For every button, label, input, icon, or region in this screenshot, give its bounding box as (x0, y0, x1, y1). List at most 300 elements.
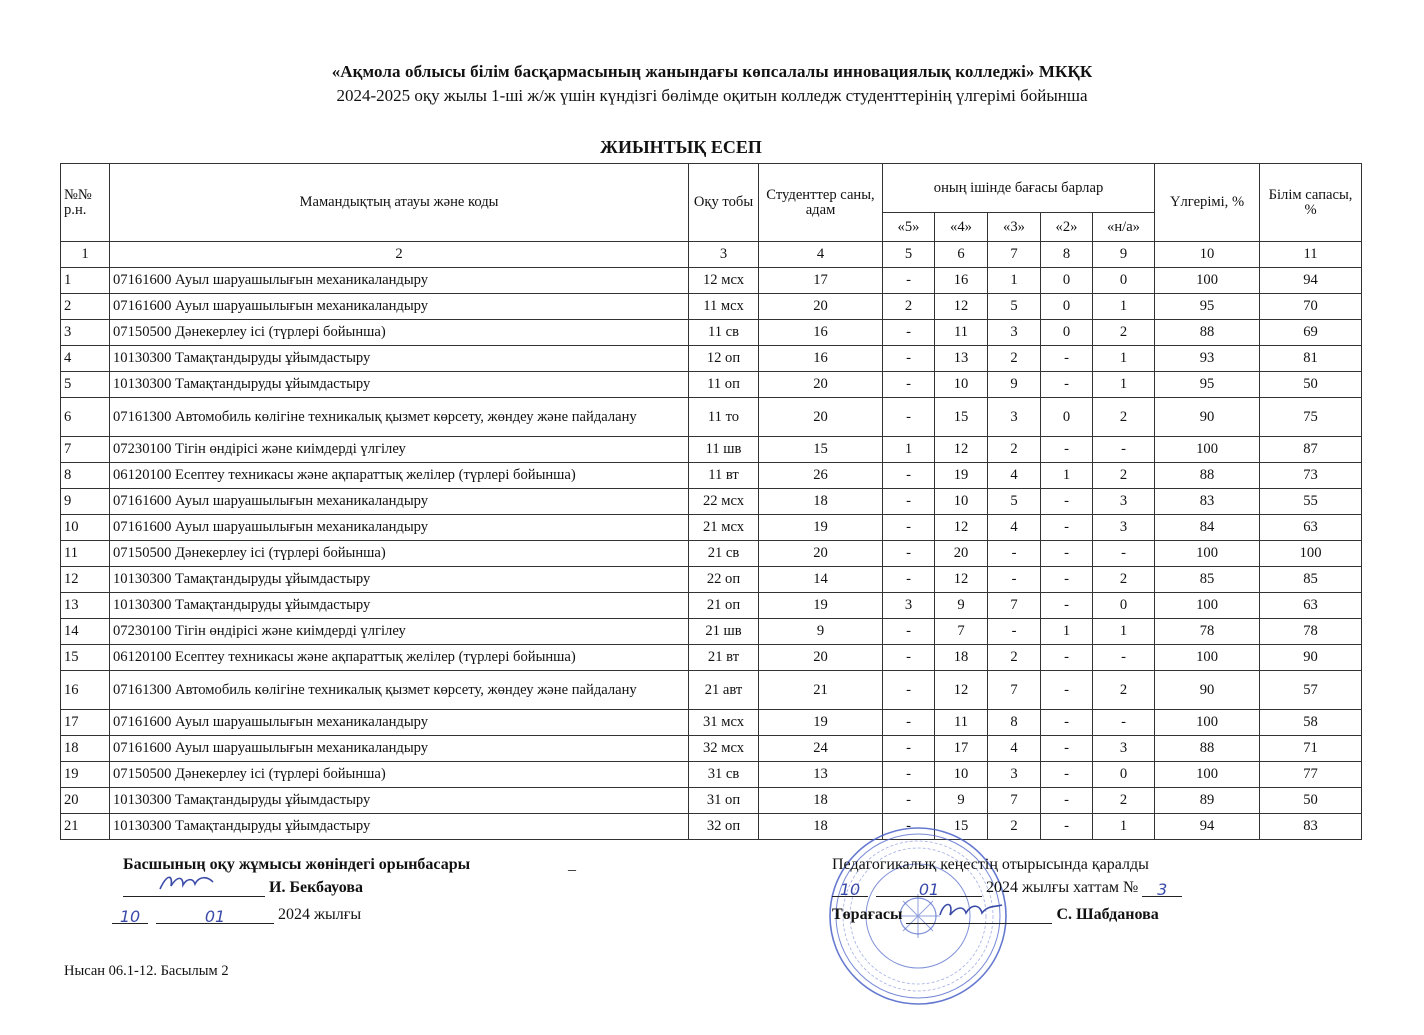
progress-percent: 100 (1155, 645, 1260, 671)
column-number: 1 (61, 242, 110, 268)
column-number: 3 (689, 242, 759, 268)
specialty-name: 07161300 Автомобиль көлігіне техникалық қызмет көрсету, жөндеу және пайдалану (110, 671, 689, 710)
row-number: 1 (61, 268, 110, 294)
progress-percent: 90 (1155, 671, 1260, 710)
grade-5-count: - (883, 619, 935, 645)
table-row (61, 346, 1362, 372)
study-group: 11 вт (689, 463, 759, 489)
grade-na-count: - (1093, 437, 1155, 463)
progress-percent: 88 (1155, 320, 1260, 346)
table-row (61, 268, 1362, 294)
quality-percent: 83 (1260, 814, 1362, 840)
table-row (61, 593, 1362, 619)
grade-na-count: - (1093, 541, 1155, 567)
grade-2-count: 0 (1041, 268, 1093, 294)
grade-4-count: 12 (935, 294, 988, 320)
specialty-name: 07161600 Ауыл шаруашылығын механикаландыру (110, 294, 689, 320)
progress-percent: 88 (1155, 463, 1260, 489)
progress-percent: 95 (1155, 372, 1260, 398)
row-number: 16 (61, 671, 110, 710)
grade-4-count: 10 (935, 372, 988, 398)
progress-percent: 100 (1155, 268, 1260, 294)
col-header-specialty: Мамандықтың атауы және коды (110, 164, 689, 242)
study-group: 11 св (689, 320, 759, 346)
grade-2-count: - (1041, 671, 1093, 710)
deputy-date-year: 2024 жылғы (278, 906, 362, 923)
grade-5-count: - (883, 710, 935, 736)
quality-percent: 90 (1260, 645, 1362, 671)
deputy-signature-line (123, 879, 363, 897)
table-row (61, 710, 1362, 736)
grade-na-count: 3 (1093, 489, 1155, 515)
study-group: 11 то (689, 398, 759, 437)
progress-percent: 95 (1155, 294, 1260, 320)
grade-3-count: 4 (988, 515, 1041, 541)
student-count: 26 (759, 463, 883, 489)
grade-4-count: 19 (935, 463, 988, 489)
student-count: 20 (759, 541, 883, 567)
grade-3-count: 1 (988, 268, 1041, 294)
grade-4-count: 11 (935, 320, 988, 346)
table-row (61, 762, 1362, 788)
grade-2-count: - (1041, 710, 1093, 736)
grade-na-count: 0 (1093, 762, 1155, 788)
student-count: 16 (759, 346, 883, 372)
specialty-name: 07161600 Ауыл шаруашылығын механикаландыру (110, 268, 689, 294)
table-row (61, 671, 1362, 710)
grade-na-count: - (1093, 645, 1155, 671)
row-number: 15 (61, 645, 110, 671)
grade-2-count: - (1041, 541, 1093, 567)
grade-2-count: - (1041, 762, 1093, 788)
study-group: 22 оп (689, 567, 759, 593)
row-number: 5 (61, 372, 110, 398)
progress-percent: 100 (1155, 593, 1260, 619)
grade-2-count: - (1041, 736, 1093, 762)
grade-5-count: - (883, 268, 935, 294)
quality-percent: 58 (1260, 710, 1362, 736)
quality-percent: 81 (1260, 346, 1362, 372)
grade-4-count: 12 (935, 567, 988, 593)
grade-na-count: 1 (1093, 346, 1155, 372)
grade-5-count: - (883, 489, 935, 515)
column-number: 8 (1041, 242, 1093, 268)
grade-5-count: - (883, 814, 935, 840)
study-group: 11 оп (689, 372, 759, 398)
grade-4-count: 15 (935, 814, 988, 840)
progress-percent: 90 (1155, 398, 1260, 437)
deputy-date-day: 10 (119, 907, 141, 926)
table-row (61, 398, 1362, 437)
student-count: 16 (759, 320, 883, 346)
council-protocol-no: 3 (1157, 880, 1168, 899)
grade-5-count: 3 (883, 593, 935, 619)
student-count: 13 (759, 762, 883, 788)
row-number: 4 (61, 346, 110, 372)
grade-2-count: - (1041, 489, 1093, 515)
study-group: 21 мсх (689, 515, 759, 541)
quality-percent: 71 (1260, 736, 1362, 762)
specialty-name: 10130300 Тамақтандыруды ұйымдастыру (110, 346, 689, 372)
grade-3-count: 3 (988, 398, 1041, 437)
specialty-name: 10130300 Тамақтандыруды ұйымдастыру (110, 788, 689, 814)
grade-3-count: 2 (988, 814, 1041, 840)
study-group: 22 мсх (689, 489, 759, 515)
grade-3-count: 4 (988, 463, 1041, 489)
grade-5-count: - (883, 346, 935, 372)
grade-2-count: 0 (1041, 294, 1093, 320)
grade-3-count: 8 (988, 710, 1041, 736)
grade-2-count: - (1041, 645, 1093, 671)
progress-percent: 83 (1155, 489, 1260, 515)
row-number: 6 (61, 398, 110, 437)
grade-3-count: - (988, 567, 1041, 593)
specialty-name: 07161600 Ауыл шаруашылығын механикаландыру (110, 515, 689, 541)
specialty-name: 07230100 Тігін өндірісі және киімдерді үлгілеу (110, 619, 689, 645)
specialty-name: 10130300 Тамақтандыруды ұйымдастыру (110, 567, 689, 593)
quality-percent: 63 (1260, 515, 1362, 541)
column-number: 4 (759, 242, 883, 268)
progress-percent: 84 (1155, 515, 1260, 541)
grade-na-count: 1 (1093, 619, 1155, 645)
col-header-progress: Үлгерімі, % (1155, 164, 1260, 242)
deputy-dash: _ (568, 856, 576, 873)
progress-percent: 85 (1155, 567, 1260, 593)
specialty-name: 07161300 Автомобиль көлігіне техникалық қызмет көрсету, жөндеу және пайдалану (110, 398, 689, 437)
grade-3-count: 5 (988, 489, 1041, 515)
column-number: 9 (1093, 242, 1155, 268)
row-number: 9 (61, 489, 110, 515)
grade-na-count: 3 (1093, 515, 1155, 541)
quality-percent: 57 (1260, 671, 1362, 710)
grade-2-count: - (1041, 567, 1093, 593)
grade-4-count: 17 (935, 736, 988, 762)
grade-3-count: 2 (988, 437, 1041, 463)
row-number: 18 (61, 736, 110, 762)
grade-na-count: 2 (1093, 398, 1155, 437)
row-number: 21 (61, 814, 110, 840)
progress-percent: 94 (1155, 814, 1260, 840)
grade-na-count: 1 (1093, 372, 1155, 398)
grade-3-count: - (988, 541, 1041, 567)
grade-5-count: - (883, 463, 935, 489)
study-group: 21 авт (689, 671, 759, 710)
row-number: 3 (61, 320, 110, 346)
grade-2-count: - (1041, 437, 1093, 463)
table-row (61, 567, 1362, 593)
study-group: 12 оп (689, 346, 759, 372)
grade-5-count: - (883, 645, 935, 671)
column-number: 2 (110, 242, 689, 268)
specialty-name: 07230100 Тігін өндірісі және киімдерді үлгілеу (110, 437, 689, 463)
council-title: Педагогикалық кеңестің отырысында қаралды (832, 856, 1149, 873)
progress-percent: 78 (1155, 619, 1260, 645)
grade-2-count: - (1041, 593, 1093, 619)
row-number: 7 (61, 437, 110, 463)
col-header-group: Оқу тобы (689, 164, 759, 242)
chair-signature (906, 907, 1052, 924)
grade-2-count: - (1041, 515, 1093, 541)
grade-4-count: 13 (935, 346, 988, 372)
grade-4-count: 12 (935, 515, 988, 541)
quality-percent: 70 (1260, 294, 1362, 320)
grade-5-count: - (883, 762, 935, 788)
col-header-grade-4: «4» (935, 213, 988, 242)
progress-percent: 100 (1155, 437, 1260, 463)
quality-percent: 55 (1260, 489, 1362, 515)
row-number: 20 (61, 788, 110, 814)
report-title: ЖИЫНТЫҚ ЕСЕП (600, 137, 762, 157)
report-subtitle: 2024-2025 оқу жылы 1-ші ж/ж үшін күндізгі бөлімде оқитын колледж студенттерінің үлгерімі бойынша (336, 86, 1088, 105)
student-count: 19 (759, 593, 883, 619)
grade-3-count: 7 (988, 671, 1041, 710)
col-header-quality: Білім сапасы, % (1260, 164, 1362, 242)
student-count: 21 (759, 671, 883, 710)
grade-5-count: - (883, 320, 935, 346)
table-body (61, 268, 1362, 840)
specialty-name: 07150500 Дәнекерлеу ісі (түрлері бойынша) (110, 320, 689, 346)
student-count: 24 (759, 736, 883, 762)
grade-3-count: 3 (988, 762, 1041, 788)
grade-2-count: 0 (1041, 398, 1093, 437)
table-row (61, 294, 1362, 320)
progress-percent: 100 (1155, 541, 1260, 567)
deputy-title: Басшының оқу жұмысы жөніндегі орынбасары (123, 856, 471, 873)
form-code: Нысан 06.1-12. Басылым 2 (64, 963, 229, 979)
grade-na-count: 3 (1093, 736, 1155, 762)
table-row (61, 541, 1362, 567)
quality-percent: 87 (1260, 437, 1362, 463)
study-group: 21 оп (689, 593, 759, 619)
row-number: 2 (61, 294, 110, 320)
row-number: 8 (61, 463, 110, 489)
row-number: 12 (61, 567, 110, 593)
col-header-grade-na: «н/а» (1093, 213, 1155, 242)
table-row (61, 515, 1362, 541)
study-group: 31 мсх (689, 710, 759, 736)
chair-name: С. Шабданова (1056, 906, 1159, 923)
quality-percent: 85 (1260, 567, 1362, 593)
grade-2-count: 1 (1041, 463, 1093, 489)
specialty-name: 10130300 Тамақтандыруды ұйымдастыру (110, 372, 689, 398)
grade-4-count: 10 (935, 762, 988, 788)
student-count: 9 (759, 619, 883, 645)
grade-3-count: 3 (988, 320, 1041, 346)
student-count: 20 (759, 645, 883, 671)
study-group: 31 оп (689, 788, 759, 814)
specialty-name: 07161600 Ауыл шаруашылығын механикаландыру (110, 736, 689, 762)
student-count: 18 (759, 489, 883, 515)
study-group: 11 шв (689, 437, 759, 463)
progress-percent: 93 (1155, 346, 1260, 372)
table-row (61, 437, 1362, 463)
study-group: 21 вт (689, 645, 759, 671)
column-number: 5 (883, 242, 935, 268)
study-group: 31 св (689, 762, 759, 788)
grade-2-count: - (1041, 346, 1093, 372)
grade-na-count: 2 (1093, 463, 1155, 489)
progress-percent: 100 (1155, 710, 1260, 736)
col-header-students: Студенттер саны, адам (759, 164, 883, 242)
table-row (61, 320, 1362, 346)
deputy-name: И. Бекбауова (269, 879, 363, 896)
chair-line (832, 906, 1159, 924)
col-header-grade-2: «2» (1041, 213, 1093, 242)
table-row (61, 736, 1362, 762)
row-number: 11 (61, 541, 110, 567)
grade-3-count: 2 (988, 645, 1041, 671)
student-count: 18 (759, 814, 883, 840)
deputy-signature-scribble (157, 872, 217, 894)
grade-na-count: 0 (1093, 268, 1155, 294)
grade-5-count: 1 (883, 437, 935, 463)
study-group: 32 мсх (689, 736, 759, 762)
row-number: 10 (61, 515, 110, 541)
deputy-date-month: 01 (204, 907, 226, 926)
student-count: 20 (759, 372, 883, 398)
college-name: «Ақмола облысы білім басқармасының жанындағы көпсалалы инновациялық колледжі» МКҚК (331, 62, 1093, 81)
grade-4-count: 9 (935, 788, 988, 814)
grade-3-count: 7 (988, 593, 1041, 619)
grade-na-count: 2 (1093, 788, 1155, 814)
table-row (61, 489, 1362, 515)
column-number: 11 (1260, 242, 1362, 268)
student-count: 19 (759, 710, 883, 736)
student-count: 15 (759, 437, 883, 463)
specialty-name: 06120100 Есептеу техникасы және ақпараттық желілер (түрлері бойынша) (110, 645, 689, 671)
specialty-name: 10130300 Тамақтандыруды ұйымдастыру (110, 814, 689, 840)
row-number: 13 (61, 593, 110, 619)
grade-4-count: 15 (935, 398, 988, 437)
table-row (61, 619, 1362, 645)
chair-label: Төрағасы (832, 906, 903, 923)
student-count: 20 (759, 294, 883, 320)
grade-na-count: 0 (1093, 593, 1155, 619)
specialty-name: 10130300 Тамақтандыруды ұйымдастыру (110, 593, 689, 619)
column-number: 10 (1155, 242, 1260, 268)
grade-2-count: - (1041, 788, 1093, 814)
grade-5-count: 2 (883, 294, 935, 320)
grade-4-count: 10 (935, 489, 988, 515)
specialty-name: 07161600 Ауыл шаруашылығын механикаландыру (110, 710, 689, 736)
column-number-row (61, 242, 1362, 268)
council-date-day: 10 (839, 880, 861, 899)
quality-percent: 69 (1260, 320, 1362, 346)
grade-4-count: 7 (935, 619, 988, 645)
grade-2-count: 0 (1041, 320, 1093, 346)
student-count: 17 (759, 268, 883, 294)
grade-na-count: - (1093, 710, 1155, 736)
grade-4-count: 16 (935, 268, 988, 294)
grade-3-count: 7 (988, 788, 1041, 814)
grade-5-count: - (883, 541, 935, 567)
grade-5-count: - (883, 736, 935, 762)
quality-percent: 75 (1260, 398, 1362, 437)
col-header-grade-3: «3» (988, 213, 1041, 242)
grade-3-count: 4 (988, 736, 1041, 762)
grade-na-count: 1 (1093, 294, 1155, 320)
specialty-name: 06120100 Есептеу техникасы және ақпараттық желілер (түрлері бойынша) (110, 463, 689, 489)
grade-5-count: - (883, 515, 935, 541)
grade-4-count: 12 (935, 671, 988, 710)
quality-percent: 50 (1260, 788, 1362, 814)
council-date (832, 879, 1182, 897)
study-group: 21 шв (689, 619, 759, 645)
table-row (61, 645, 1362, 671)
grade-4-count: 11 (935, 710, 988, 736)
quality-percent: 94 (1260, 268, 1362, 294)
grade-na-count: 2 (1093, 320, 1155, 346)
chair-signature-scribble (936, 899, 1006, 923)
grade-na-count: 1 (1093, 814, 1155, 840)
study-group: 21 св (689, 541, 759, 567)
grade-3-count: 2 (988, 346, 1041, 372)
specialty-name: 07161600 Ауыл шаруашылығын механикаландыру (110, 489, 689, 515)
council-date-month: 01 (918, 880, 940, 899)
grade-2-count: - (1041, 372, 1093, 398)
study-group: 32 оп (689, 814, 759, 840)
grade-5-count: - (883, 671, 935, 710)
grade-2-count: - (1041, 814, 1093, 840)
table-row (61, 788, 1362, 814)
table-row (61, 814, 1362, 840)
grade-na-count: 2 (1093, 671, 1155, 710)
student-count: 18 (759, 788, 883, 814)
specialty-name: 07150500 Дәнекерлеу ісі (түрлері бойынша) (110, 541, 689, 567)
grade-5-count: - (883, 398, 935, 437)
grade-3-count: 9 (988, 372, 1041, 398)
student-count: 19 (759, 515, 883, 541)
progress-percent: 88 (1155, 736, 1260, 762)
quality-percent: 78 (1260, 619, 1362, 645)
grade-5-count: - (883, 567, 935, 593)
row-number: 14 (61, 619, 110, 645)
specialty-name: 07150500 Дәнекерлеу ісі (түрлері бойынша) (110, 762, 689, 788)
summary-table (60, 163, 1362, 840)
grade-3-count: 5 (988, 294, 1041, 320)
row-number: 19 (61, 762, 110, 788)
grade-4-count: 18 (935, 645, 988, 671)
table-row (61, 372, 1362, 398)
quality-percent: 100 (1260, 541, 1362, 567)
grade-4-count: 12 (935, 437, 988, 463)
grade-5-count: - (883, 372, 935, 398)
grade-5-count: - (883, 788, 935, 814)
grade-2-count: 1 (1041, 619, 1093, 645)
student-count: 14 (759, 567, 883, 593)
col-header-no: №№ р.н. (61, 164, 110, 242)
deputy-date (112, 906, 361, 924)
progress-percent: 100 (1155, 762, 1260, 788)
grade-3-count: - (988, 619, 1041, 645)
progress-percent: 89 (1155, 788, 1260, 814)
grade-na-count: 2 (1093, 567, 1155, 593)
deputy-signature (123, 880, 265, 897)
student-count: 20 (759, 398, 883, 437)
study-group: 12 мсх (689, 268, 759, 294)
grade-4-count: 9 (935, 593, 988, 619)
col-header-grade-5: «5» (883, 213, 935, 242)
quality-percent: 63 (1260, 593, 1362, 619)
column-number: 6 (935, 242, 988, 268)
col-header-grades-group: оның ішінде бағасы барлар (883, 164, 1155, 213)
quality-percent: 73 (1260, 463, 1362, 489)
grade-4-count: 20 (935, 541, 988, 567)
study-group: 11 мсх (689, 294, 759, 320)
quality-percent: 50 (1260, 372, 1362, 398)
quality-percent: 77 (1260, 762, 1362, 788)
row-number: 17 (61, 710, 110, 736)
